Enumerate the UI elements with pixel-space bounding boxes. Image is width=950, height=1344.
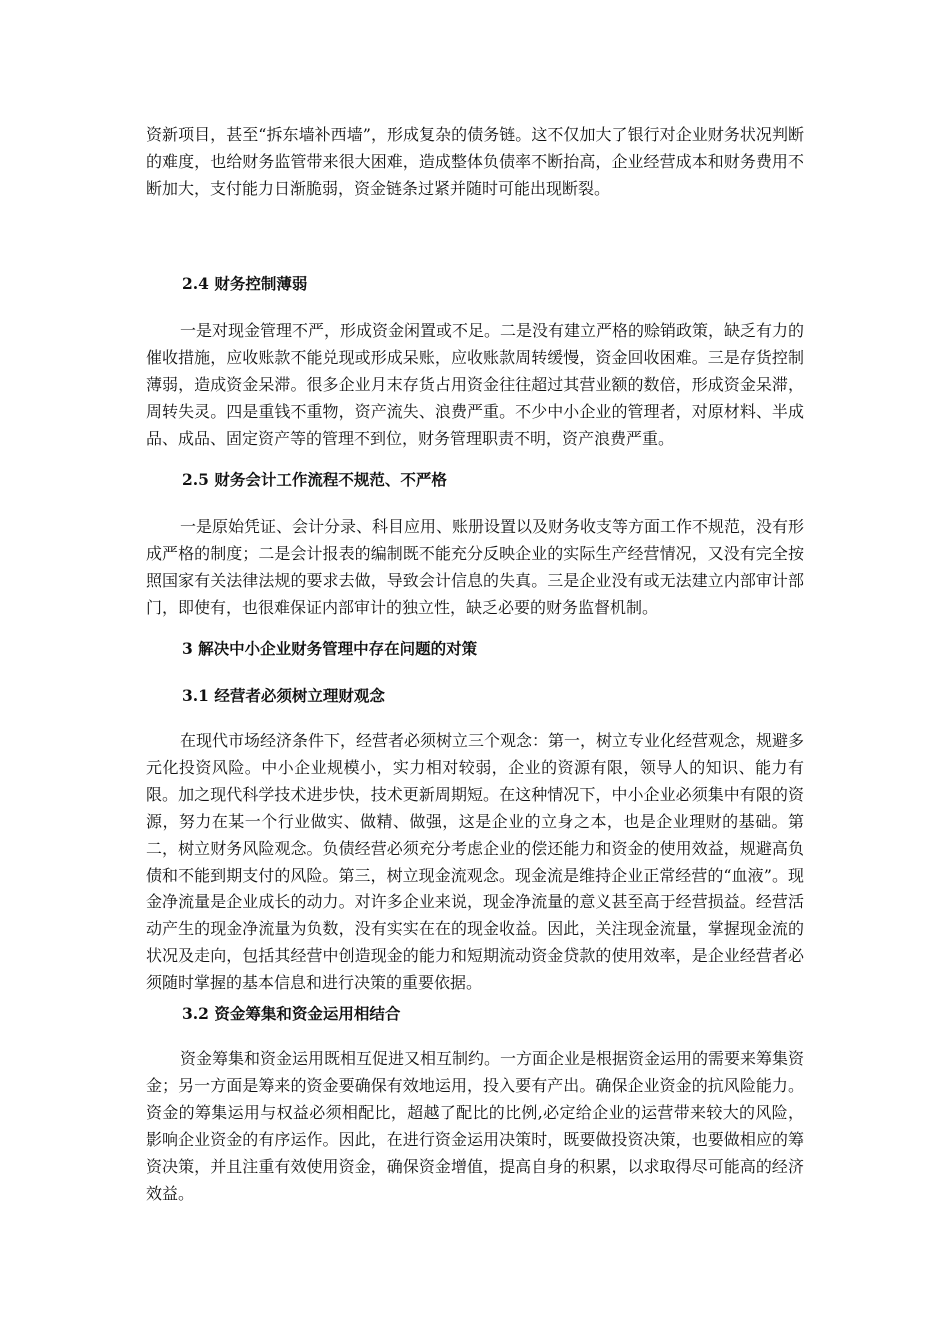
heading-2-4: 2.4 财务控制薄弱 [182, 274, 308, 293]
paragraph-2-4: 一是对现金管理不严，形成资金闲置或不足。二是没有建立严格的赊销政策，缺乏有力的催收措施，应收账款不能兑现或形成呆账，应收账款周转缓慢，资金回收困难。三是存货控制薄弱，造成资金呆滞。很多企业月末存货占用资金往往超过其营业额的数倍，形成资金呆滞，周转失灵。四是重钱不重物，资产流失、浪费严重。不少中小企业的管理者，对原材料、半成品、成品、固定资产等的管理不到位，财务管理职责不明，资产浪费严重。 [146, 321, 805, 448]
heading-2-5: 2.5 财务会计工作流程不规范、不严格 [182, 470, 447, 489]
paragraph-3-2: 资金筹集和资金运用既相互促进又相互制约。一方面企业是根据资金运用的需要来筹集资金；另一方面是筹来的资金要确保有效地运用，投入要有产出。确保企业资金的抗风险能力。资金的筹集运用与权益必须相配比，超越了配比的比例,必定给企业的运营带来较大的风险，影响企业资金的有序运作。因此，在进行资金运用决策时，既要做投资决策，也要做相应的筹资决策，并且注重有效使用资金，确保资金增值，提高自身的积累，以求取得尽可能高的经济效益。 [146, 1049, 805, 1203]
heading-3-2: 3.2 资金筹集和资金运用相结合 [182, 1004, 401, 1023]
paragraph-3-1: 在现代市场经济条件下，经营者必须树立三个观念：第一，树立专业化经营观念，规避多元化投资风险。中小企业规模小，实力相对较弱，企业的资源有限，领导人的知识、能力有限。加之现代科学技术进步快，技术更新周期短。在这种情况下，中小企业必须集中有限的资源，努力在某一个行业做实、做精、做强，这是企业的立身之本，也是企业理财的基础。第二，树立财务风险观念。负债经营必须充分考虑企业的偿还能力和资金的使用效益，规避高负债和不能到期支付的风险。第三，树立现金流观念。现金流是维持企业正常经营的“血液”。现金净流量是企业成长的动力。对许多企业来说，现金净流量的意义甚至高于经营损益。经营活动产生的现金净流量为负数，没有实实在在的现金收益。因此，关注现金流量，掌握现金流的状况及走向，包括其经营中创造现金的能力和短期流动资金贷款的使用效率，是企业经营者必须随时掌握的基本信息和进行决策的重要依据。 [146, 731, 805, 993]
heading-3: 3 解决中小企业财务管理中存在问题的对策 [182, 639, 478, 658]
heading-3-1: 3.1 经营者必须树立理财观念 [182, 686, 385, 705]
paragraph-2-5: 一是原始凭证、会计分录、科目应用、账册设置以及财务收支等方面工作不规范，没有形成严格的制度；二是会计报表的编制既不能充分反映企业的实际生产经营情况，又没有完全按照国家有关法律法规的要求去做，导致会计信息的失真。三是企业没有或无法建立内部审计部门，即使有，也很难保证内部审计的独立性，缺乏必要的财务监督机制。 [146, 517, 805, 617]
paragraph-intro: 资新项目，甚至“拆东墙补西墙”，形成复杂的债务链。这不仅加大了银行对企业财务状况判断的难度，也给财务监管带来很大困难，造成整体负债率不断抬高，企业经营成本和财务费用不断加大，支付能力日渐脆弱，资金链条过紧并随时可能出现断裂。 [146, 125, 804, 198]
